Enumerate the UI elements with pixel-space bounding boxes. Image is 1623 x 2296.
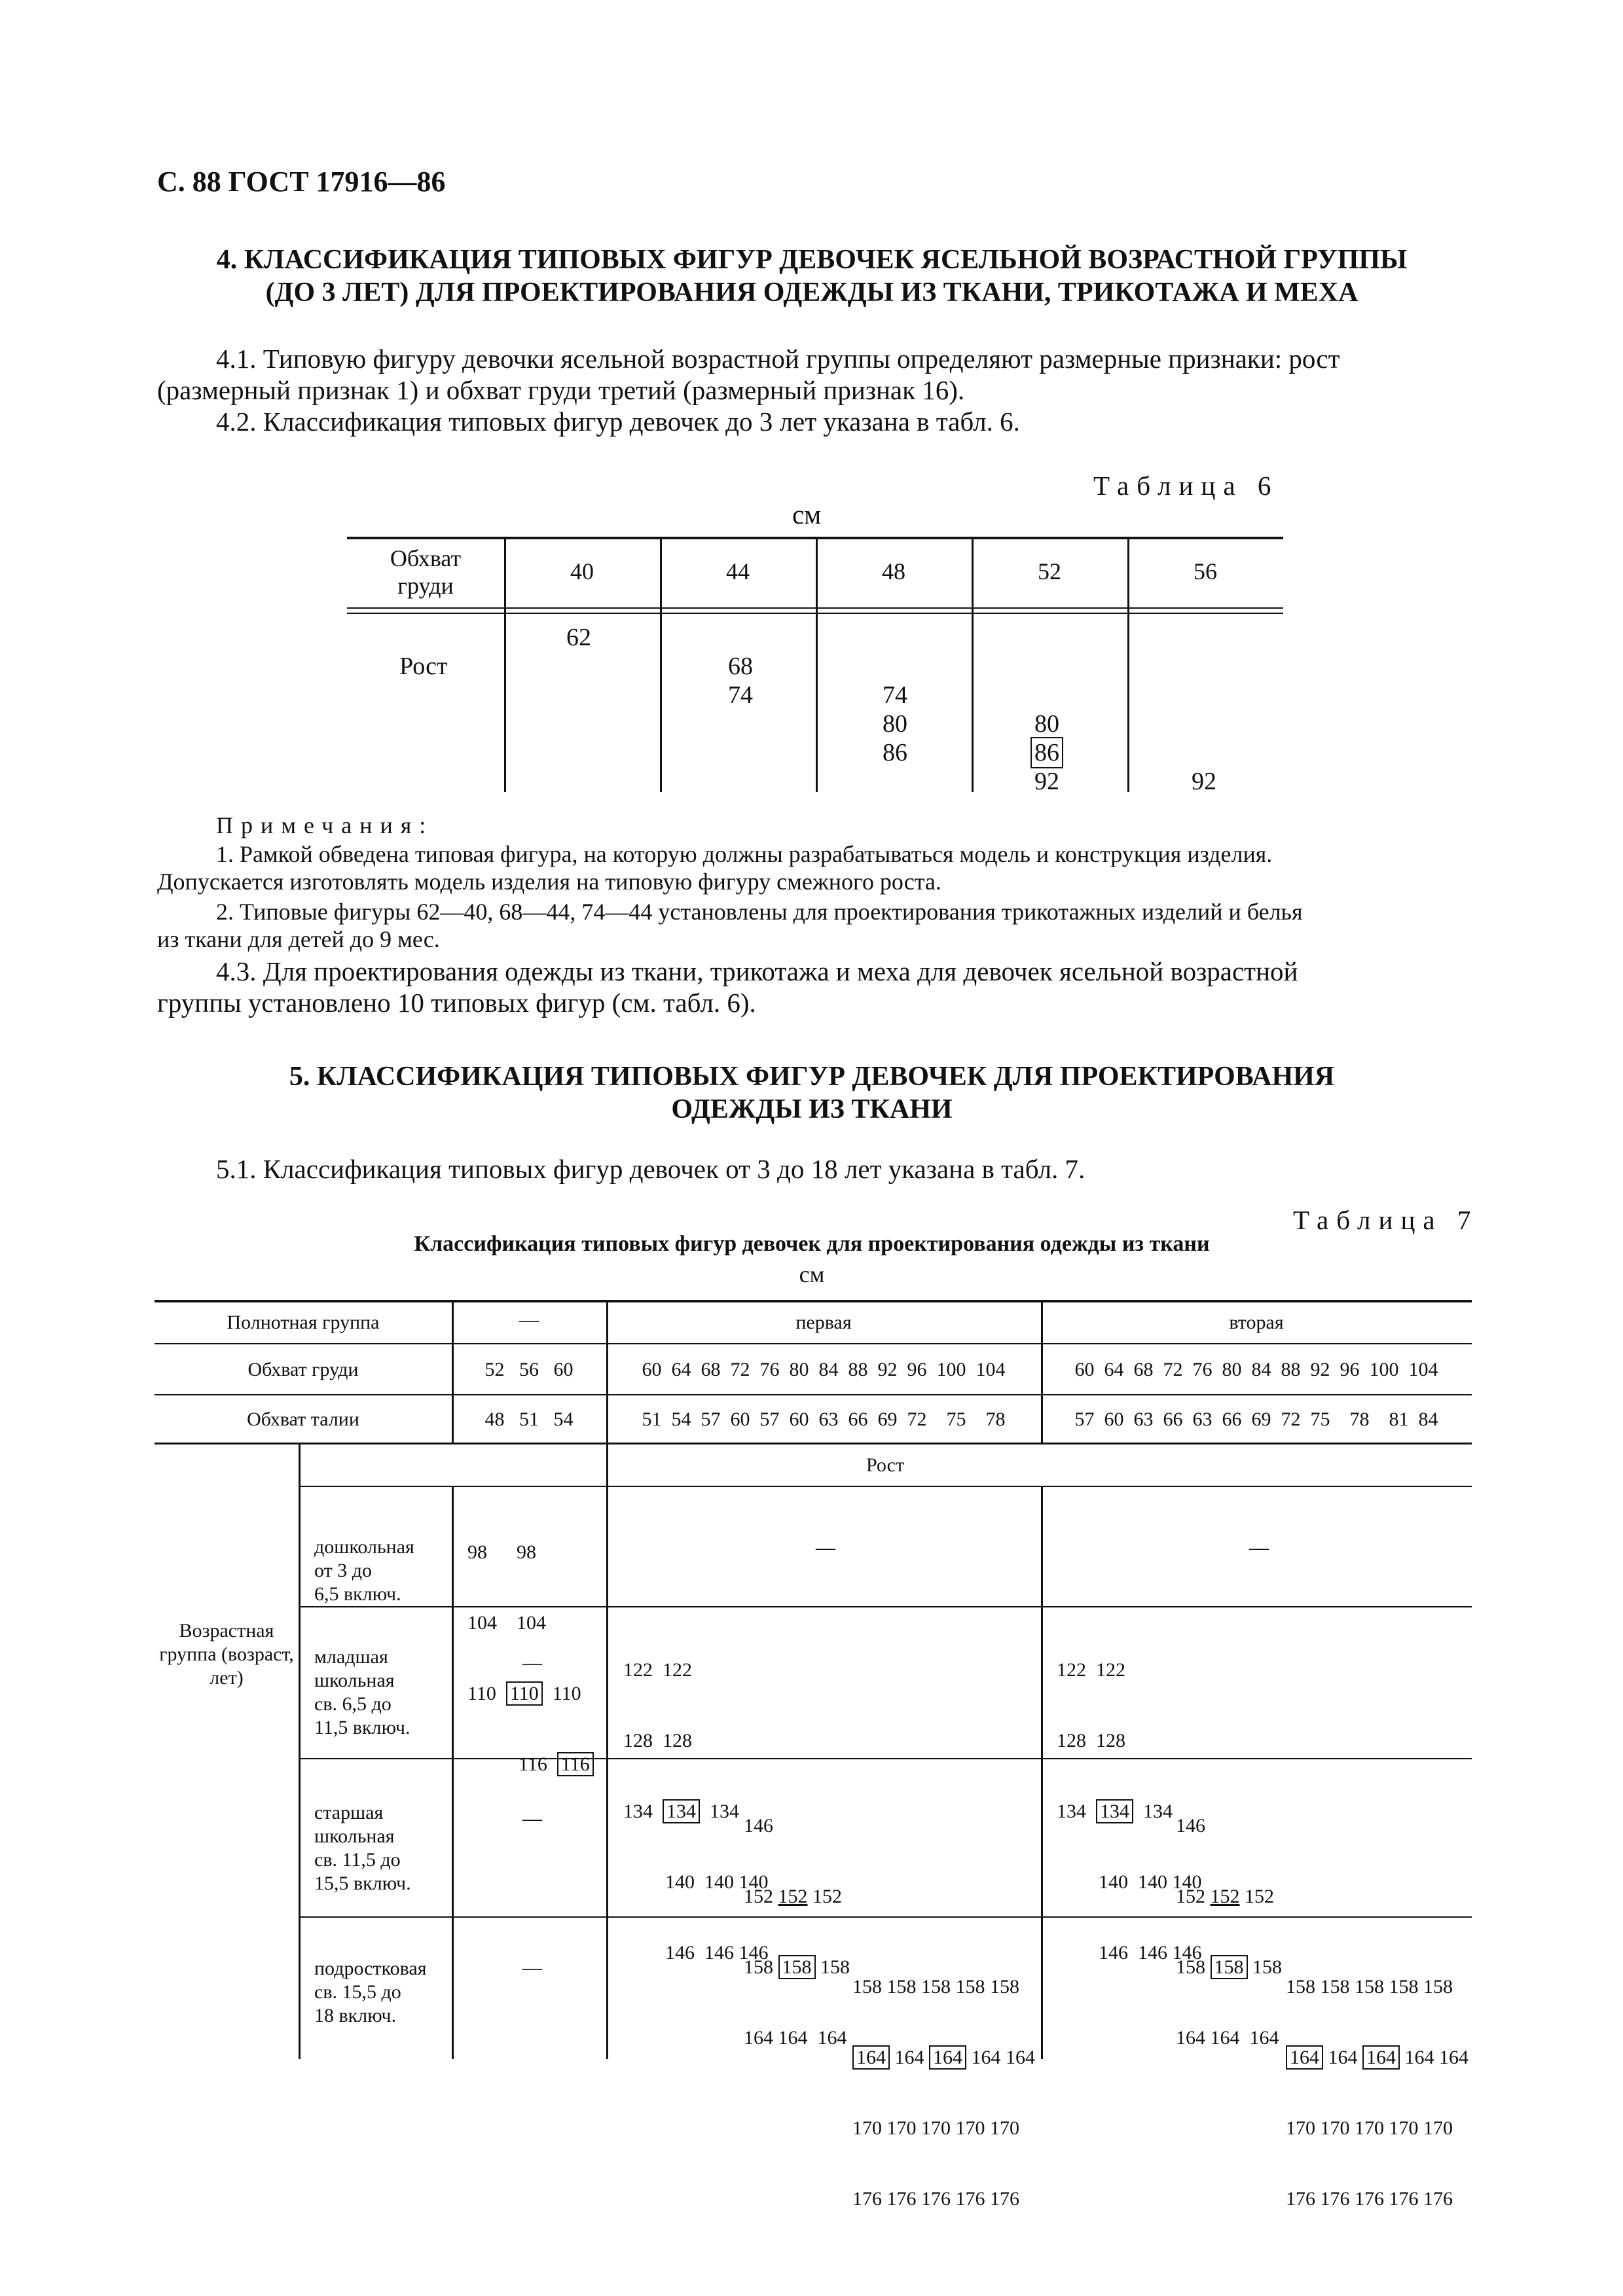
table6-cell-boxed: 86 bbox=[1030, 737, 1063, 768]
group-preschool-label bbox=[314, 1535, 414, 1606]
value: 110 bbox=[467, 1683, 506, 1704]
value-row: 164 164 164 bbox=[1176, 2027, 1279, 2049]
value-row: 98 98 bbox=[467, 1541, 536, 1563]
value-boxed: 110 bbox=[506, 1681, 543, 1706]
value: 134 bbox=[1057, 1801, 1096, 1822]
group-label-line: школьная bbox=[314, 1670, 395, 1691]
table6-col-56: 56 bbox=[1194, 558, 1217, 584]
value-row bbox=[1286, 2046, 1468, 2070]
table7-fullness-second: вторая bbox=[1229, 1312, 1284, 1333]
value: 152 bbox=[1210, 1886, 1240, 1907]
value-row: 176 176 176 176 176 bbox=[852, 2188, 1019, 2210]
value: 164 164 bbox=[1400, 2047, 1468, 2068]
table7-rost-label: Рост bbox=[866, 1454, 905, 1476]
value-row: 140 140 140 bbox=[1099, 1871, 1202, 1893]
teen-values-first bbox=[852, 1928, 1035, 2258]
table7-bust-g1: 60 64 68 72 76 80 84 88 92 96 100 104 bbox=[642, 1359, 1006, 1380]
section4-p1-line2: (размерный признак 1) и обхват груди третий (размерный признак 16). bbox=[157, 375, 965, 405]
table7-bust-g0: 52 56 60 bbox=[484, 1359, 574, 1380]
section5-p1: 5.1. Классификация типовых фигур девочек от 3 до 18 лет указана в табл. 7. bbox=[216, 1154, 1085, 1184]
table6-cell: 74 bbox=[883, 681, 907, 709]
value-row: 104 104 bbox=[467, 1612, 546, 1634]
table6-col-52: 52 bbox=[1038, 558, 1061, 584]
value: 152 bbox=[1239, 1886, 1274, 1907]
table7-label: Таблица 7 bbox=[1293, 1205, 1479, 1235]
group-label-line: 11,5 включ. bbox=[314, 1717, 410, 1738]
table6-label: Таблица 6 bbox=[1093, 471, 1279, 501]
section4-title bbox=[131, 243, 1493, 309]
value-row: 146 bbox=[744, 1815, 773, 1837]
table6-row-label: Рост bbox=[399, 653, 448, 680]
table6-unit: см bbox=[792, 499, 822, 529]
group-junior-label bbox=[314, 1645, 410, 1740]
table7-waist-g2: 57 60 63 66 63 66 69 72 75 78 81 84 bbox=[1074, 1408, 1438, 1430]
value-row: 170 170 170 170 170 bbox=[852, 2117, 1019, 2139]
value-row bbox=[467, 1753, 594, 1776]
table7-title: Классификация типовых фигур девочек для проектирования одежды из ткани bbox=[414, 1232, 1210, 1256]
table7-fullness-none: — bbox=[519, 1309, 539, 1331]
value-boxed: 164 bbox=[929, 2045, 966, 2070]
value: 158 bbox=[1247, 1956, 1282, 1978]
value-row bbox=[1176, 1885, 1282, 1909]
group-teen-label bbox=[314, 1957, 427, 2028]
para43-line1: 4.3. Для проектирования одежды из ткани, трикотажа и меха для девочек ясельной возрастной bbox=[216, 956, 1298, 986]
group-label-line: младшая bbox=[314, 1646, 388, 1668]
value-row: 146 bbox=[1176, 1815, 1205, 1837]
section5-title-line1: 5. КЛАССИФИКАЦИЯ ТИПОВЫХ ФИГУР ДЕВОЧЕК ДЛЯ ПРОЕКТИРОВАНИЯ bbox=[289, 1062, 1335, 1092]
value: 152 bbox=[744, 1886, 778, 1907]
table7-fullness-first: первая bbox=[795, 1312, 852, 1333]
table6-cell: 86 bbox=[883, 739, 907, 766]
value-row: 164 164 164 bbox=[744, 2027, 847, 2049]
value-row bbox=[744, 1885, 850, 1909]
table6 bbox=[347, 537, 1283, 795]
table7 bbox=[155, 1300, 1472, 2210]
value: 158 bbox=[744, 1956, 778, 1978]
age-label-line3: лет) bbox=[210, 1667, 244, 1689]
value-boxed: 164 bbox=[852, 2045, 890, 2070]
value: 152 bbox=[778, 1886, 808, 1907]
group-label-line: старшая bbox=[314, 1802, 384, 1823]
value: 152 bbox=[807, 1886, 842, 1907]
value-boxed: 134 bbox=[663, 1799, 700, 1823]
value-boxed: 164 bbox=[1362, 2045, 1400, 2070]
table6-cell: 62 bbox=[566, 624, 591, 651]
value-row: 170 170 170 170 170 bbox=[1286, 2117, 1453, 2139]
value-row bbox=[852, 2046, 1035, 2070]
table6-header-label-line2: груди bbox=[397, 573, 454, 599]
table7-row-bust: Обхват груди bbox=[247, 1359, 359, 1380]
value: 110 bbox=[542, 1683, 581, 1704]
value-boxed: 158 bbox=[778, 1955, 816, 1979]
value-row: 158 158 158 158 158 bbox=[1286, 1976, 1453, 1998]
group-senior-label bbox=[314, 1801, 411, 1895]
table6-cell: 80 bbox=[1034, 710, 1059, 738]
notes-title: Примечания: bbox=[216, 812, 434, 838]
value: 134 bbox=[623, 1801, 663, 1822]
page-header: С. 88 ГОСТ 17916—86 bbox=[157, 166, 446, 198]
table6-header-label bbox=[347, 545, 504, 600]
value-boxed: 116 bbox=[557, 1752, 594, 1776]
dash: — bbox=[522, 1808, 542, 1829]
section4-title-line2: (ДО 3 ЛЕТ) ДЛЯ ПРОЕКТИРОВАНИЯ ОДЕЖДЫ ИЗ ТКАНИ, ТРИКОТАЖА И МЕХА bbox=[265, 278, 1359, 308]
value: 158 bbox=[1176, 1956, 1211, 1978]
value: 164 164 bbox=[966, 2047, 1035, 2068]
value: 164 bbox=[1323, 2047, 1362, 2068]
table6-cell: 68 bbox=[728, 653, 753, 680]
note1-line2: Допускается изготовлять модель изделия на типовую фигуру смежного роста. bbox=[157, 869, 941, 895]
value-row bbox=[1176, 1956, 1282, 1979]
section4-title-line1: 4. КЛАССИФИКАЦИЯ ТИПОВЫХ ФИГУР ДЕВОЧЕК ЯСЕЛЬНОЙ ВОЗРАСТНОЙ ГРУППЫ bbox=[216, 245, 1408, 275]
group-label-line: св. 15,5 до bbox=[314, 1981, 401, 2003]
group-label-line: 18 включ. bbox=[314, 2005, 397, 2026]
value-row: 128 128 bbox=[623, 1730, 692, 1751]
section5-title-line2: ОДЕЖДЫ ИЗ ТКАНИ bbox=[671, 1094, 953, 1124]
age-label-line2: группа (возраст, bbox=[159, 1643, 294, 1665]
table6-cell: 92 bbox=[1192, 768, 1216, 795]
age-label-line1: Возрастная bbox=[179, 1620, 274, 1641]
preschool-values bbox=[467, 1494, 594, 1823]
table7-waist-g0: 48 51 54 bbox=[484, 1408, 574, 1430]
table7-waist-g1: 51 54 57 60 57 60 63 66 69 72 75 78 bbox=[642, 1408, 1006, 1430]
group-label-line: школьная bbox=[314, 1825, 395, 1847]
value-row: 140 140 140 bbox=[665, 1871, 769, 1893]
section5-title bbox=[131, 1060, 1493, 1126]
table6-col-48: 48 bbox=[882, 558, 905, 584]
dash: — bbox=[1249, 1537, 1269, 1558]
group-label-line: св. 11,5 до bbox=[314, 1849, 401, 1871]
group-label-line: св. 6,5 до bbox=[314, 1693, 392, 1715]
table7-row-fullness: Полнотная группа bbox=[227, 1312, 380, 1333]
table7-unit: см bbox=[799, 1261, 825, 1287]
note1-line1: 1. Рамкой обведена типовая фигура, на которую должны разрабатываться модель и конструкция изделия. bbox=[216, 841, 1273, 867]
table7-bust-g2: 60 64 68 72 76 80 84 88 92 96 100 104 bbox=[1074, 1359, 1438, 1380]
note2-line2: из ткани для детей до 9 мес. bbox=[157, 926, 440, 952]
value: 134 bbox=[700, 1801, 739, 1822]
value-boxed: 158 bbox=[1211, 1955, 1248, 1979]
group-label-line: дошкольная bbox=[314, 1536, 414, 1558]
value-row: 158 158 158 158 158 bbox=[852, 1976, 1019, 1998]
value-boxed: 134 bbox=[1096, 1799, 1133, 1823]
table6-col-44: 44 bbox=[726, 558, 750, 584]
table6-cell: 80 bbox=[883, 710, 907, 738]
value-row bbox=[467, 1682, 594, 1706]
group-label-line: от 3 до bbox=[314, 1560, 372, 1581]
value-row: 122 122 bbox=[623, 1659, 692, 1681]
group-label-line: 6,5 включ. bbox=[314, 1583, 401, 1605]
value-row: 176 176 176 176 176 bbox=[1286, 2188, 1453, 2210]
group-label-line: подростковая bbox=[314, 1958, 427, 1979]
group-label-line: 15,5 включ. bbox=[314, 1873, 411, 1894]
value: 116 bbox=[519, 1753, 557, 1775]
section4-p2: 4.2. Классификация типовых фигур девочек до 3 лет указана в табл. 6. bbox=[216, 406, 1020, 437]
value-row bbox=[744, 1956, 850, 1979]
value-row: 146 146 146 bbox=[1099, 1942, 1202, 1964]
value-boxed: 164 bbox=[1286, 2045, 1323, 2070]
table7-age-label bbox=[155, 1619, 299, 1690]
dash: — bbox=[816, 1537, 835, 1558]
table6-col-40: 40 bbox=[570, 558, 594, 584]
note2-line1: 2. Типовые фигуры 62—40, 68—44, 74—44 установлены для проектирования трикотажных изделий и белья bbox=[216, 899, 1303, 925]
value-row: 128 128 bbox=[1057, 1730, 1125, 1751]
dash: — bbox=[522, 1652, 542, 1674]
para43-line2: группы установлено 10 типовых фигур (см. табл. 6). bbox=[157, 988, 756, 1018]
table6-cell: 74 bbox=[728, 681, 753, 709]
value: 134 bbox=[1133, 1801, 1173, 1822]
table6-header-label-line1: Обхват bbox=[390, 545, 462, 571]
dash: — bbox=[522, 1957, 542, 1979]
value-row: 146 146 146 bbox=[665, 1942, 769, 1964]
senior-values-second bbox=[1176, 1767, 1282, 2097]
value: 158 bbox=[815, 1956, 850, 1978]
table7-row-waist: Обхват талии bbox=[247, 1408, 359, 1430]
value-row: 122 122 bbox=[1057, 1659, 1125, 1681]
teen-values-second bbox=[1286, 1928, 1468, 2258]
table6-cell: 92 bbox=[1034, 768, 1059, 795]
section4-p1-line1: 4.1. Типовую фигуру девочки ясельной возрастной группы определяют размерные признаки: рост bbox=[216, 344, 1340, 374]
value: 164 bbox=[890, 2047, 929, 2068]
senior-values-first bbox=[744, 1767, 850, 2097]
value: 152 bbox=[1176, 1886, 1211, 1907]
